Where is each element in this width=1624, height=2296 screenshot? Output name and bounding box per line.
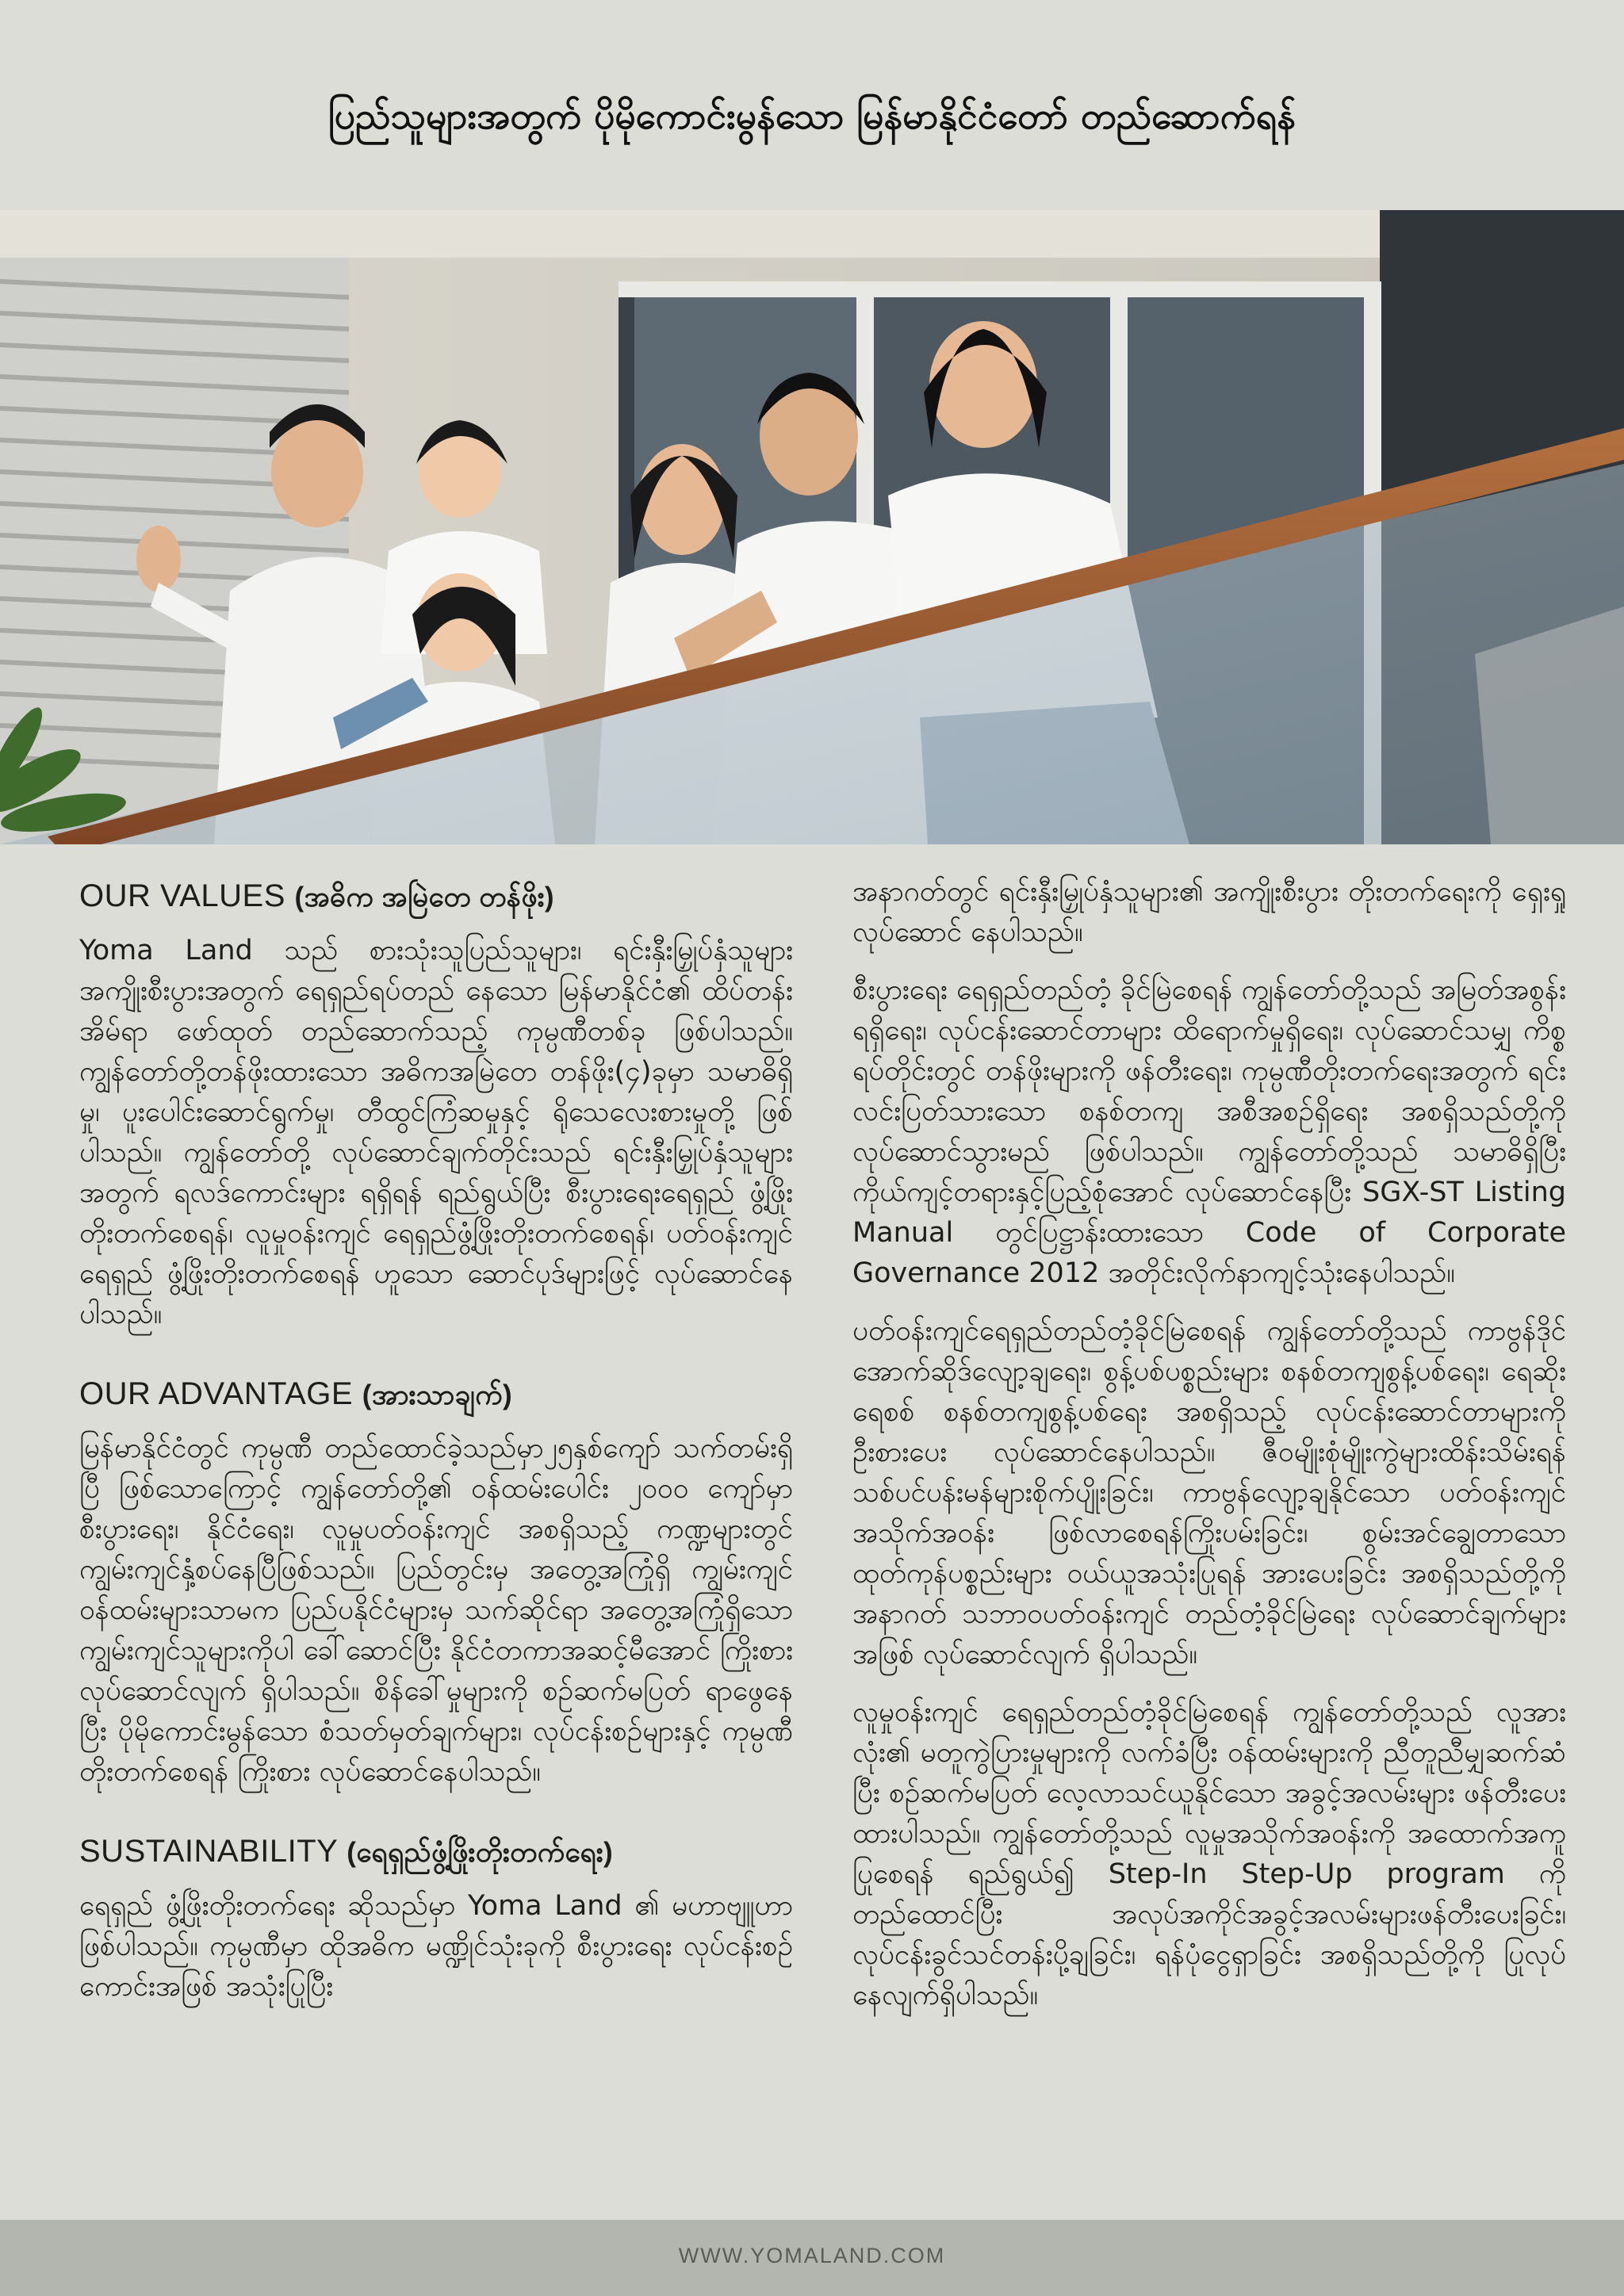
sustainability-heading-en: SUSTAINABILITY bbox=[79, 1834, 338, 1869]
sustainability-paragraph: ရေရှည် ဖွံ့ဖြိုးတိုးတက်ရေး ဆိုသည်မှာ Yoma Land ၏ မဟာဗျူဟာ ဖြစ်ပါသည်။ ကုမ္ပဏီမှာ ထိုအဓိက မဏ္ဍိုင်သုံးခုကို စီးပွားရေး လုပ်ငန်းစဉ်ကောင်းအဖြစ် အသုံးပြုပြီး bbox=[79, 1890, 793, 2003]
family-on-balcony-photo bbox=[0, 210, 1624, 844]
right-column bbox=[852, 872, 1566, 2034]
footer-band bbox=[0, 2220, 1624, 2296]
advantage-paragraph: မြန်မာနိုင်ငံတွင် ကုမ္ပဏီ တည်ထောင်ခဲ့သည်မှာ၂၅နှစ်ကျော် သက်တမ်းရှိပြီ ဖြစ်သောကြောင့် ကျွန်တော်တို့၏ ဝန်ထမ်းပေါင်း ၂၀၀၀ ကျော်မှာ စီးပွားရေး၊ နိုင်ငံရေး၊ လူမှုပတ်ဝန်းကျင် အစရှိသည့် ကဏ္ဍများတွင် ကျွမ်းကျင်နှံ့စပ်နေပြီဖြစ်သည်။ ပြည်တွင်းမှ အတွေ့အကြုံရှိ ကျွမ်းကျင်ဝန်ထမ်းများသာမက ပြည်ပနိုင်ငံများမှ သက်ဆိုင်ရာ အတွေ့အကြုံရှိသော ကျွမ်းကျင်သူများကိုပါ ခေါ်ဆောင်ပြီး နိုင်ငံတကာအဆင့်မီအောင် ကြိုးစားလုပ်ဆောင်လျက် ရှိပါသည်။ စိန်ခေါ်မှုများကို စဉ်ဆက်မပြတ် ရာဖွေနေပြီး ပိုမိုကောင်းမွန်သော စံသတ်မှတ်ချက်များ၊ လုပ်ငန်းစဉ်များနှင့် ကုမ္ပဏီ တိုးတက်စေရန် ကြိုးစား လုပ်ဆောင်နေပါသည်။ bbox=[79, 1433, 793, 1788]
advantage-heading-mm: (အားသာချက်) bbox=[362, 1380, 513, 1410]
footer-url[interactable]: WWW.YOMALAND.COM bbox=[678, 2244, 946, 2267]
right-paragraph-environment: ပတ်ဝန်းကျင်ရေရှည်တည်တံ့ခိုင်မြဲစေရန် ကျွန်တော်တို့သည် ကာဗွန်ဒိုင်အောက်ဆိုဒ်လျော့ချရေး၊ စွန့်ပစ်ပစ္စည်းများ စနစ်တကျစွန့်ပစ်ရေး၊ ရေဆိုးရေစစ် စနစ်တကျစွန့်ပစ်ရေး အစရှိသည့် လုပ်ငန်းဆောင်တာများကို ဦးစားပေး လုပ်ဆောင်နေပါသည်။ ဇီဝမျိုးစုံမျိုးကွဲများထိန်းသိမ်းရန် သစ်ပင်ပန်းမန်များစိုက်ပျိုးခြင်း၊ ကာဗွန်လျော့ချနိုင်သော ပတ်ဝန်းကျင်အသိုက်အဝန်း ဖြစ်လာစေရန်ကြိုးပမ်းခြင်း၊ စွမ်းအင်ချွေတာသော ထုတ်ကုန်ပစ္စည်းများ ဝယ်ယူအသုံးပြုရန် အားပေးခြင်း အစရှိသည်တို့ကို အနာဂတ် သဘာဝပတ်ဝန်းကျင် တည်တံ့ခိုင်မြဲရေး လုပ်ဆောင်ချက်များအဖြစ် လုပ်ဆောင်လျက် ရှိပါသည်။ bbox=[852, 1315, 1566, 1670]
right-paragraph-continuation: အနာဂတ်တွင် ရင်းနှီးမြှုပ်နှံသူများ၏ အကျိုးစီးပွား တိုးတက်ရေးကို ရှေးရှုလုပ်ဆောင် နေပါသည်။ bbox=[852, 876, 1566, 948]
values-heading bbox=[79, 872, 793, 921]
right-paragraph-economic: စီးပွားရေး ရေရှည်တည်တံ့ ခိုင်မြဲစေရန် ကျွန်တော်တို့သည် အမြတ်အစွန်းရရှိရေး၊ လုပ်ငန်းဆောင်တာများ ထိရောက်မှုရှိရေး၊ လုပ်ဆောင်သမျှ ကိစ္စရပ်တိုင်းတွင် တန်ဖိုးများကို ဖန်တီးရေး၊ ကုမ္ပဏီတိုးတက်ရေးအတွက် ရင်းလင်းပြတ်သားသော စနစ်တကျ အစီအစဉ်ရှိရေး အစရှိသည်တို့ကို လုပ်ဆောင်သွားမည် ဖြစ်ပါသည်။ ကျွန်တော်တို့သည် သမာဓိရှိပြီး ကိုယ်ကျင့်တရားနှင့်ပြည့်စုံအောင် လုပ်ဆောင်နေပြီး SGX-ST Listing Manual တွင်ပြဋ္ဌာန်းထားသော Code of Corporate Governance 2012 အတိုင်းလိုက်နာကျင့်သုံးနေပါသည်။ bbox=[852, 974, 1566, 1289]
advantage-heading-en: OUR ADVANTAGE bbox=[79, 1376, 354, 1411]
sustainability-heading-mm: (ရေရှည်ဖွံ့ဖြိုးတိုးတက်ရေး) bbox=[347, 1837, 614, 1868]
right-paragraph-social: လူမှုဝန်းကျင် ရေရှည်တည်တံ့ခိုင်မြဲစေရန် ကျွန်တော်တို့သည် လူအားလုံး၏ မတူကွဲပြားမှုများကို လက်ခံပြီး ဝန်ထမ်းများကို ညီတူညီမျှဆက်ဆံပြီး စဉ်ဆက်မပြတ် လေ့လာသင်ယူနိုင်သော အခွင့်အလမ်းများ ဖန်တီးပေးထားပါသည်။ ကျွန်တော်တို့သည် လူမှုအသိုက်အဝန်းကို အထောက်အကူပြုစေရန် ရည်ရွယ်၍ Step-In Step-Up program ကို တည်ထောင်ပြီး အလုပ်အကိုင်အခွင့်အလမ်းများဖန်တီးပေးခြင်း၊ လုပ်ငန်းခွင်သင်တန်းပို့ချခြင်း၊ ရန်ပုံငွေရှာခြင်း အစရှိသည်တို့ကို ပြုလုပ်နေလျက်ရှိပါသည်။ bbox=[852, 1697, 1566, 2011]
advantage-heading bbox=[79, 1370, 793, 1419]
page-title: ပြည်သူများအတွက် ပိုမိုကောင်းမွန်သော မြန်မာနိုင်ငံတော် တည်ဆောက်ရန် bbox=[328, 94, 1296, 137]
left-column bbox=[79, 872, 793, 2025]
values-paragraph: Yoma Land သည် စားသုံးသူပြည်သူများ၊ ရင်းနှီးမြှုပ်နှံသူများ အကျိုးစီးပွားအတွက် ရေရှည်ရပ်တည် နေသော မြန်မာနိုင်ငံ၏ ထိပ်တန်းအိမ်ရာ ဖော်ထုတ် တည်ဆောက်သည့် ကုမ္ပဏီတစ်ခု ဖြစ်ပါသည်။ ကျွန်တော်တို့တန်ဖိုးထားသော အဓိကအမြဲတေ တန်ဖိုး(၄)ခုမှာ သမာဓိရှိမှု၊ ပူးပေါင်းဆောင်ရွက်မှု၊ တီထွင်ကြံဆမှုနှင့် ရိုသေလေးစားမှုတို့ ဖြစ်ပါသည်။ ကျွန်တော်တို့ လုပ်ဆောင်ချက်တိုင်းသည် ရင်းနှီးမြှုပ်နှံသူများအတွက် ရလဒ်ကောင်းများ ရရှိရန် ရည်ရွယ်ပြီး စီးပွားရေးရေရှည် ဖွံ့ဖြိုးတိုးတက်စေရန်၊ လူမှုဝန်းကျင် ရေရှည်ဖွံ့ဖြိုးတိုးတက်စေရန်၊ ပတ်ဝန်းကျင် ရေရှည် ဖွံ့ဖြိုးတိုးတက်စေရန် ဟူသော ဆောင်ပုဒ်များဖြင့် လုပ်ဆောင်နေပါသည်။ bbox=[79, 935, 793, 1330]
values-heading-mm: (အဓိက အမြဲတေ တန်ဖိုး) bbox=[294, 882, 554, 913]
values-heading-en: OUR VALUES bbox=[79, 878, 285, 913]
sustainability-heading bbox=[79, 1827, 793, 1877]
